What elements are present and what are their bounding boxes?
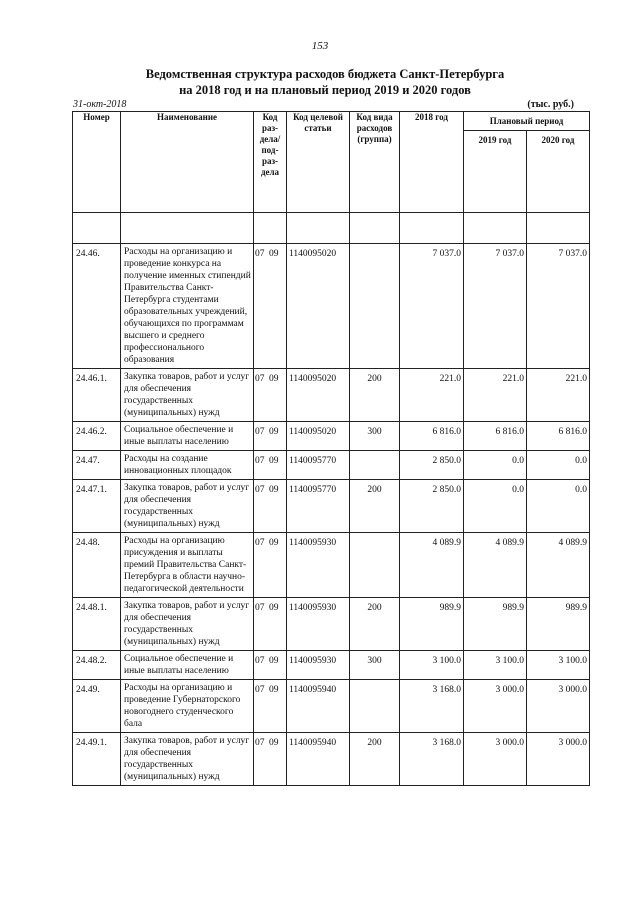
- row-amount-2020: 3 000.0: [527, 733, 590, 786]
- report-date: 31-окт-2018: [73, 99, 127, 110]
- row-section: 07: [255, 374, 265, 384]
- row-expense-type: 200: [350, 733, 400, 786]
- table-row: [73, 533, 590, 598]
- header-2019: 2019 год: [464, 131, 527, 213]
- row-number: 24.48.1.: [73, 598, 121, 651]
- table-row: [73, 680, 590, 733]
- row-number: 24.47.1.: [73, 480, 121, 533]
- row-number: 24.49.: [73, 680, 121, 733]
- row-amount-2019: 989.9: [464, 598, 527, 651]
- table-row: [73, 422, 590, 451]
- row-target-code: 1140095930: [287, 598, 350, 651]
- header-expense-type: Код вида расходов (группа): [350, 112, 400, 213]
- row-section: 07: [255, 456, 265, 466]
- header-target-code: Код целевой статьи: [287, 112, 350, 213]
- page-number: 153: [311, 40, 329, 52]
- row-subsection: 09: [269, 249, 279, 259]
- row-amount-2018: 989.9: [400, 598, 464, 651]
- row-name: Социальное обеспечение и иные выплаты населению: [121, 422, 254, 451]
- row-amount-2020: 0.0: [527, 480, 590, 533]
- row-target-code: 1140095770: [287, 451, 350, 480]
- row-name: Социальное обеспечение и иные выплаты населению: [121, 651, 254, 680]
- row-number: 24.46.2.: [73, 422, 121, 451]
- table-row: [73, 244, 590, 369]
- row-number: 24.46.: [73, 244, 121, 369]
- row-target-code: 1140095940: [287, 733, 350, 786]
- row-section-code: [254, 533, 287, 598]
- row-section-code: [254, 480, 287, 533]
- row-section: 07: [255, 249, 265, 259]
- row-name: Расходы на организацию и проведение конкурса на получение именных стипендий Правительства Санкт-Петербурга студентами образовательных учреждений, обучающихся по программам высшего и среднего профессионального образования: [121, 244, 254, 369]
- row-expense-type: 300: [350, 422, 400, 451]
- units-label: (тыс. руб.): [527, 99, 574, 110]
- row-section-code: [254, 598, 287, 651]
- row-section: 07: [255, 538, 265, 548]
- row-target-code: 1140095930: [287, 651, 350, 680]
- row-name: Расходы на организацию присуждения и выплаты премий Правительства Санкт-Петербурга в области научно-педагогической деятельности: [121, 533, 254, 598]
- row-amount-2019: 3 100.0: [464, 651, 527, 680]
- row-subsection: 09: [269, 603, 279, 613]
- row-name: Расходы на организацию и проведение Губернаторского новогоднего студенческого бала: [121, 680, 254, 733]
- row-amount-2020: 7 037.0: [527, 244, 590, 369]
- row-target-code: 1140095940: [287, 680, 350, 733]
- row-subsection: 09: [269, 656, 279, 666]
- row-section-code: [254, 651, 287, 680]
- budget-table: [72, 111, 590, 786]
- header-planned-period: Плановый период: [464, 112, 590, 131]
- row-subsection: 09: [269, 738, 279, 748]
- row-number: 24.48.: [73, 533, 121, 598]
- row-amount-2020: 221.0: [527, 369, 590, 422]
- row-amount-2018: 3 168.0: [400, 680, 464, 733]
- table-row: [73, 651, 590, 680]
- row-amount-2019: 3 000.0: [464, 680, 527, 733]
- row-name: Расходы на создание инновационных площадок: [121, 451, 254, 480]
- row-section: 07: [255, 427, 265, 437]
- table-row: [73, 451, 590, 480]
- row-expense-type: 200: [350, 598, 400, 651]
- row-target-code: 1140095020: [287, 422, 350, 451]
- row-amount-2018: 3 100.0: [400, 651, 464, 680]
- row-expense-type: [350, 680, 400, 733]
- row-name: Закупка товаров, работ и услуг для обеспечения государственных (муниципальных) нужд: [121, 369, 254, 422]
- row-amount-2018: 4 089.9: [400, 533, 464, 598]
- row-section: 07: [255, 738, 265, 748]
- row-amount-2019: 3 000.0: [464, 733, 527, 786]
- header-row: [73, 112, 590, 131]
- row-number: 24.49.1.: [73, 733, 121, 786]
- row-section: 07: [255, 485, 265, 495]
- row-amount-2019: 6 816.0: [464, 422, 527, 451]
- row-name: Закупка товаров, работ и услуг для обеспечения государственных (муниципальных) нужд: [121, 598, 254, 651]
- row-section: 07: [255, 603, 265, 613]
- row-amount-2020: 989.9: [527, 598, 590, 651]
- header-2020: 2020 год: [527, 131, 590, 213]
- row-expense-type: 300: [350, 651, 400, 680]
- row-section-code: [254, 451, 287, 480]
- row-section-code: [254, 244, 287, 369]
- title-line-2: на 2018 год и на плановый период 2019 и 2020 годов: [179, 83, 471, 97]
- header-section-code: Код раз-дела/ под-раз-дела: [254, 112, 287, 213]
- row-amount-2018: 2 850.0: [400, 451, 464, 480]
- row-section-code: [254, 422, 287, 451]
- row-subsection: 09: [269, 485, 279, 495]
- document-title: [60, 66, 590, 98]
- row-amount-2020: 3 000.0: [527, 680, 590, 733]
- row-amount-2019: 0.0: [464, 451, 527, 480]
- header-name: Наименование: [121, 112, 254, 213]
- row-section-code: [254, 369, 287, 422]
- row-section: 07: [255, 685, 265, 695]
- row-target-code: 1140095930: [287, 533, 350, 598]
- table-row: [73, 480, 590, 533]
- row-subsection: 09: [269, 427, 279, 437]
- row-amount-2020: 0.0: [527, 451, 590, 480]
- row-target-code: 1140095020: [287, 244, 350, 369]
- row-amount-2020: 3 100.0: [527, 651, 590, 680]
- row-amount-2020: 4 089.9: [527, 533, 590, 598]
- row-amount-2018: 3 168.0: [400, 733, 464, 786]
- title-line-1: Ведомственная структура расходов бюджета Санкт-Петербурга: [145, 67, 505, 81]
- row-amount-2019: 0.0: [464, 480, 527, 533]
- row-subsection: 09: [269, 685, 279, 695]
- row-expense-type: 200: [350, 369, 400, 422]
- row-expense-type: 200: [350, 480, 400, 533]
- row-number: 24.46.1.: [73, 369, 121, 422]
- row-amount-2018: 221.0: [400, 369, 464, 422]
- row-amount-2018: 7 037.0: [400, 244, 464, 369]
- row-subsection: 09: [269, 538, 279, 548]
- spacer-row: [73, 213, 590, 244]
- row-expense-type: [350, 244, 400, 369]
- row-target-code: 1140095020: [287, 369, 350, 422]
- row-target-code: 1140095770: [287, 480, 350, 533]
- row-subsection: 09: [269, 456, 279, 466]
- row-name: Закупка товаров, работ и услуг для обеспечения государственных (муниципальных) нужд: [121, 733, 254, 786]
- row-number: 24.48.2.: [73, 651, 121, 680]
- table-row: [73, 598, 590, 651]
- row-name: Закупка товаров, работ и услуг для обеспечения государственных (муниципальных) нужд: [121, 480, 254, 533]
- row-expense-type: [350, 451, 400, 480]
- row-expense-type: [350, 533, 400, 598]
- row-section-code: [254, 733, 287, 786]
- row-amount-2019: 4 089.9: [464, 533, 527, 598]
- row-section-code: [254, 680, 287, 733]
- row-amount-2019: 7 037.0: [464, 244, 527, 369]
- row-amount-2019: 221.0: [464, 369, 527, 422]
- table-row: [73, 369, 590, 422]
- row-section: 07: [255, 656, 265, 666]
- header-2018: 2018 год: [400, 112, 464, 213]
- header-number: Номер: [73, 112, 121, 213]
- row-subsection: 09: [269, 374, 279, 384]
- row-number: 24.47.: [73, 451, 121, 480]
- table-row: [73, 733, 590, 786]
- row-amount-2020: 6 816.0: [527, 422, 590, 451]
- row-amount-2018: 6 816.0: [400, 422, 464, 451]
- row-amount-2018: 2 850.0: [400, 480, 464, 533]
